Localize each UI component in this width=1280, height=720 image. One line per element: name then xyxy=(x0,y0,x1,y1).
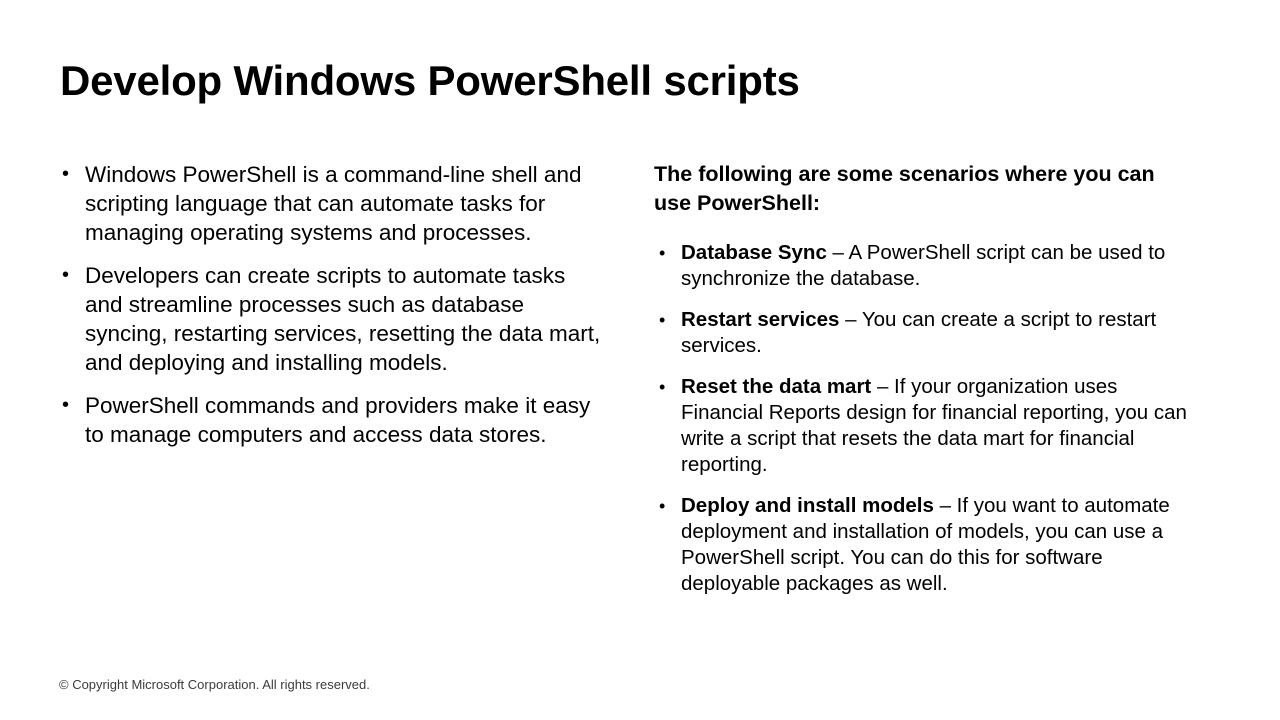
list-item-text: – A PowerShell script can be used to synchronize the database. xyxy=(681,241,1166,290)
list-item-text: – If you want to automate deployment and installation of models, you can use a PowerShell script. You can do this for software deployable packages as well. xyxy=(681,494,1170,595)
list-item-text: PowerShell commands and providers make it easy to manage computers and access data stores. xyxy=(85,393,591,447)
list-item xyxy=(58,160,603,247)
bullet-icon: • xyxy=(659,310,666,330)
bullet-icon: • xyxy=(659,243,666,263)
list-item-lead: Deploy and install models xyxy=(681,494,934,517)
bullet-icon: • xyxy=(62,163,70,185)
list-item-text: – If your organization uses Financial Reports design for financial reporting, you can write a script that resets the data mart for financial reporting. xyxy=(681,375,1187,476)
right-column-heading: The following are some scenarios where you can use PowerShell: xyxy=(654,162,1155,215)
right-column xyxy=(654,160,1199,597)
list-item-lead: Restart services xyxy=(681,308,840,331)
page-title: Develop Windows PowerShell scripts xyxy=(60,57,800,104)
list-item-text: Windows PowerShell is a command-line shell and scripting language that can automate tasks for managing operating systems and processes. xyxy=(85,162,582,245)
bullet-icon: • xyxy=(62,264,70,286)
left-column xyxy=(58,160,603,449)
list-item xyxy=(654,493,1199,597)
left-bullet-list xyxy=(58,160,603,449)
bullet-icon: • xyxy=(62,394,70,416)
list-item-text: Developers can create scripts to automate tasks and streamline processes such as database syncing, restarting services, resetting the data mart, and deploying and installing models. xyxy=(85,263,601,375)
list-item xyxy=(654,374,1199,478)
list-item-lead: Database Sync xyxy=(681,241,827,264)
list-item xyxy=(58,391,603,449)
bullet-icon: • xyxy=(659,377,666,397)
list-item xyxy=(654,307,1199,359)
copyright-footer: © Copyright Microsoft Corporation. All rights reserved. xyxy=(59,677,370,692)
list-item xyxy=(654,240,1199,292)
bullet-icon: • xyxy=(659,496,666,516)
list-item xyxy=(58,261,603,377)
list-item-lead: Reset the data mart xyxy=(681,375,872,398)
list-item-text: – You can create a script to restart services. xyxy=(681,308,1157,357)
right-bullet-list xyxy=(654,240,1199,597)
